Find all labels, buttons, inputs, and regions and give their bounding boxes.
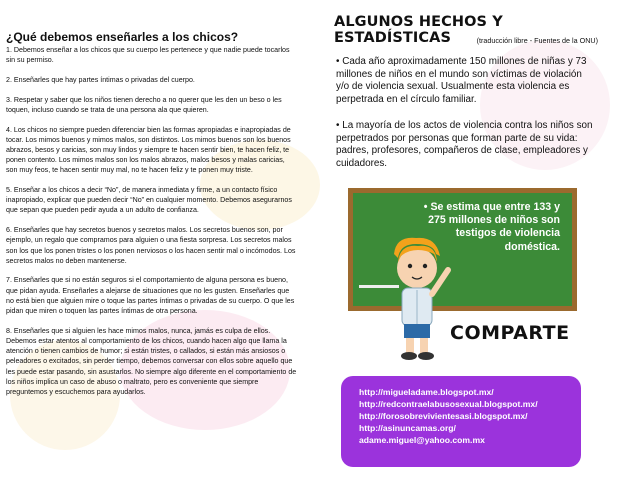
facts-title: ALGUNOS HECHOS Y ESTADÍSTICAS — [334, 14, 503, 46]
fact-bullet-2: • La mayoría de los actos de violencia contra los niños son perpetrados por personas que forman parte de su vida: padres, profesores, compañeros de clase, empleadores y cuidadores. — [336, 120, 593, 169]
child-illustration — [376, 232, 456, 362]
left-title: ¿Qué debemos enseñarles a los chicos? — [6, 30, 239, 44]
link-redcontraelabusosexual[interactable]: http://redcontraelabusosexual.blogspot.mx/ — [359, 399, 538, 409]
chalkboard-text: • Se estima que entre 133 y 275 millones de niños son testigos de violencia doméstica. — [423, 201, 560, 253]
link-asinuncamas[interactable]: http://asinuncamas.org/ — [359, 423, 456, 433]
paragraph-1: 1. Debemos enseñar a los chicos que su cuerpo les pertenece y que nadie puede tocarlos sin su permiso. — [6, 46, 290, 65]
paragraph-5: 5. Enseñar a los chicos a decir “No”, de manera inmediata y firme, a un contacto físico inapropiado, explicar que pueden decir “No” en cualquier momento. Debemos asegurarnos que sepan que pueden pedir ayuda a un adulto de confianza. — [6, 186, 292, 215]
links-box — [341, 376, 581, 467]
link-forosobrevivientesasi[interactable]: http://forosobrevivientesasi.blogspot.mx/ — [359, 411, 528, 421]
paragraph-4: 4. Los chicos no siempre pueden diferenciar bien las formas apropiadas e inapropiadas de tocar. Los mimos buenos y mimos malos, son distintos. Los mimos buenos son los buenos abrazos, besos y caricias, son muy lindos y siempre te hacen sentir bien, te hacen feliz, te ponen contento. Los mimos malos son los malos abrazos, malos besos y malas caricias, son muy feos, te hacen sentir muy mal, no te hacen feliz y te ponen muy triste. — [6, 125, 291, 175]
paragraph-2: 2. Enseñarles que hay partes íntimas o privadas del cuerpo. — [6, 75, 195, 84]
fact-bullet-1: • Cada año aproximadamente 150 millones de niñas y 73 millones de niños en el mundo son víctimas de violación y/o de violencia sexual. Usualmente esta violencia es perpetrada en el círculo familiar. — [336, 56, 587, 105]
paragraph-8: 8. Enseñarles que si alguien les hace mimos malos, nunca, jamás es culpa de ellos. Debemos estar atentos al comportamiento de los chicos, cuando hacen algo que llama la atención o tienen cambios de humor; si están tristes, o callados, si están más ansiosos o peleadores o excitados, sin perder tiempo, debemos conversar con ellos sobre aquello que les puede estar pasando, sin asustarlos. No siempre algo diferente en el comportamiento de los niños implica un caso de abuso o maltrato, pero es conveniente que siempre preguntemos y escuchemos para ayudarlos. — [6, 326, 297, 396]
link-migueladame[interactable]: http://migueladame.blogspot.mx/ — [359, 387, 494, 397]
facts-subtitle: (traducción libre - Fuentes de la ONU) — [476, 36, 598, 45]
paragraph-6: 6. Enseñarles que hay secretos buenos y secretos malos. Los secretos buenos son, por ejemplo, un regalo que compramos para alguien o una fiesta sorpresa. Los secretos malos son los que los ponen tristes o los ponen nerviosos o los hacen sentir mal o incómodos. Los secretos malos no deben mantenerse. — [6, 226, 296, 265]
paragraph-7: 7. Enseñarles que si no están seguros si el comportamiento de alguna persona es bueno, que pidan ayuda. Enseñarles a alejarse de situaciones que no les gusten. Enseñarles que no está bien que alguien mire o toque las partes íntimas o privadas de su cuerpo. O que les pidan que miren o toquen las partes íntimas de otra persona. — [6, 276, 295, 316]
email-link[interactable]: adame.miguel@yahoo.com.mx — [359, 435, 485, 445]
paragraph-3: 3. Respetar y saber que los niños tienen derecho a no querer que les den un beso o les toquen, incluso cuando se trata de una persona ala que quieren. — [6, 95, 282, 114]
left-column — [6, 30, 298, 407]
share-label: COMPARTE — [450, 322, 570, 344]
